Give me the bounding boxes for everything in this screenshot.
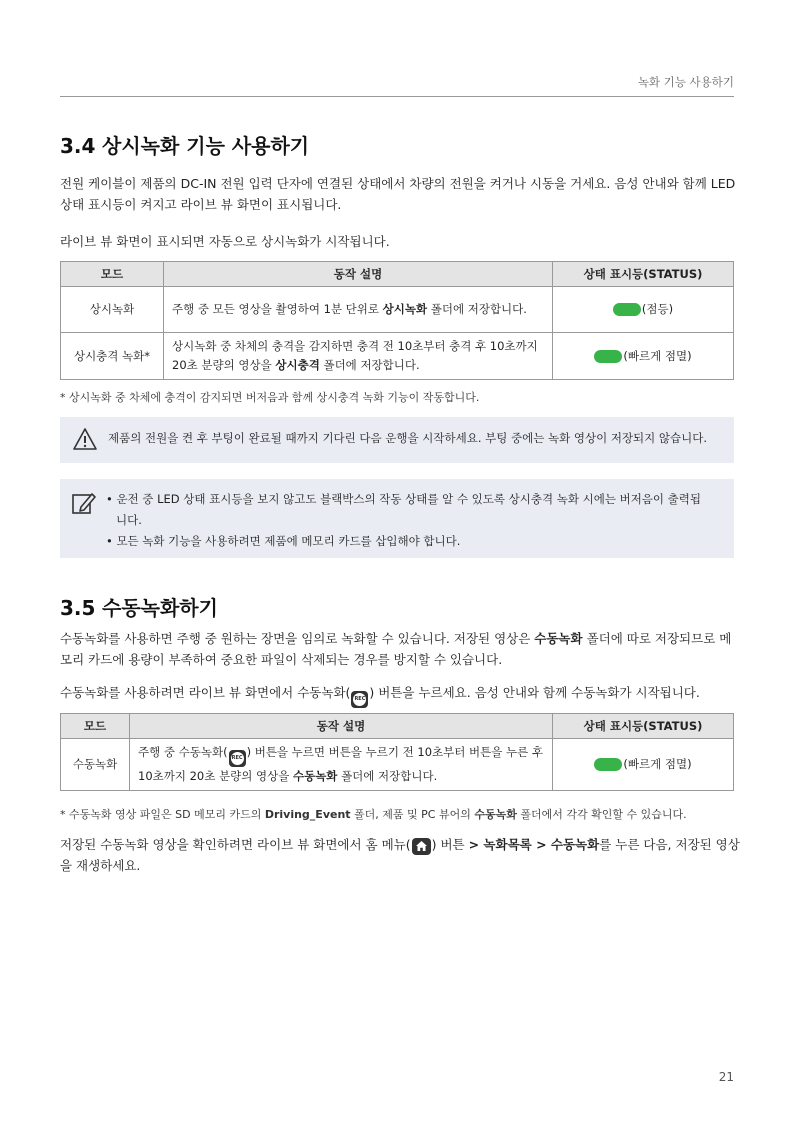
footnote: * 상시녹화 중 차체에 충격이 감지되면 버저음과 함께 상시충격 녹화 기능이 작동합니다. [60, 391, 480, 404]
paragraph [60, 682, 740, 708]
warning-text: 제품의 전원을 켠 후 부팅이 완료될 때까지 기다린 다음 운행을 시작하세요. 부팅 중에는 녹화 영상이 저장되지 않습니다. [108, 431, 708, 445]
paragraph [60, 834, 740, 876]
rec-button-icon [229, 750, 246, 767]
rec-label: REC [231, 752, 244, 765]
text: ) 버튼을 누르세요. 음성 안내와 함께 수동녹화가 시작됩니다. [369, 685, 700, 700]
description-cell [164, 333, 553, 380]
status-cell [553, 333, 734, 380]
folder-name: 수동녹화 [474, 808, 517, 821]
text: 저장된 수동녹화 영상을 확인하려면 라이브 뷰 화면에서 홈 메뉴( [60, 837, 411, 852]
manual-record-table [60, 713, 734, 791]
column-header: 동작 설명 [130, 714, 553, 739]
note-list [106, 489, 706, 552]
table-row [61, 739, 734, 791]
desc-text: 폴더에 저장합니다. [319, 358, 420, 372]
led-indicator-icon [594, 758, 622, 771]
section-title-text: 상시녹화 기능 사용하기 [102, 134, 310, 158]
status-cell [553, 287, 734, 333]
mode-cell: 상시충격 녹화* [61, 333, 164, 380]
paragraph [60, 628, 740, 670]
text: 수동녹화를 사용하려면 라이브 뷰 화면에서 수동녹화( [60, 685, 351, 700]
column-header: 모드 [61, 262, 164, 287]
folder-name: 상시충격 [275, 358, 320, 372]
status-text: (빠르게 점멸) [623, 348, 692, 363]
desc-text: ) 버튼을 누르면 버튼을 누르기 전 10초부터 버튼을 누른 후 10초까지 20초 분량의 영상을 [138, 745, 543, 783]
section-number: 3.4 [60, 134, 96, 158]
column-header: 상태 표시등(STATUS) [553, 262, 734, 287]
table-row [61, 333, 734, 380]
text: 를 누른 다음, 저장된 영상을 재생하세요. [60, 837, 740, 873]
folder-name: 상시녹화 [382, 302, 428, 316]
description-cell [164, 287, 553, 333]
text: ) 버튼 [431, 837, 469, 852]
note-box [60, 479, 734, 558]
menu-path: > 녹화목록 > 수동녹화 [468, 837, 600, 852]
desc-text: 폴더에 저장합니다. [427, 302, 527, 316]
rec-label: REC [353, 693, 366, 706]
memo-pencil-icon [70, 489, 98, 517]
column-header: 동작 설명 [164, 262, 553, 287]
home-icon [412, 838, 431, 855]
led-indicator-icon [594, 350, 622, 363]
section-3-4-title [60, 130, 309, 159]
status-text: (점등) [641, 302, 674, 316]
record-mode-table [60, 261, 734, 380]
status-text: (빠르게 점멸) [623, 757, 692, 771]
section-3-5-title [60, 592, 218, 621]
paragraph: 전원 케이블이 제품의 DC-IN 전원 입력 단자에 연결된 상태에서 차량의 전원을 켜거나 시동을 거세요. 음성 안내와 함께 LED 상태 표시등이 켜지고 라이브 뷰 화면이 표시됩니다. [60, 176, 736, 212]
folder-name: Driving_Event [264, 808, 351, 821]
column-header: 상태 표시등(STATUS) [553, 714, 734, 739]
text: * 수동녹화 영상 파일은 SD 메모리 카드의 [60, 808, 265, 821]
footnote [60, 806, 687, 822]
text: 폴더, 제품 및 PC 뷰어의 [350, 808, 475, 821]
warning-icon [72, 427, 98, 451]
text: 폴더에서 각각 확인할 수 있습니다. [516, 808, 687, 821]
desc-text: 폴더에 저장합니다. [337, 769, 438, 783]
column-header: 모드 [61, 714, 130, 739]
text: 폴더에 따로 저장되므로 메모리 카드에 용량이 부족하여 중요한 파일이 삭제되는 경우를 방지할 수 있습니다. [60, 631, 732, 667]
folder-name: 수동녹화 [292, 769, 338, 783]
rec-button-icon [351, 691, 368, 708]
mode-cell: 수동녹화 [61, 739, 130, 791]
desc-text: 주행 중 수동녹화( [138, 745, 228, 759]
running-header: 녹화 기능 사용하기 [60, 74, 734, 97]
text: 수동녹화를 사용하면 주행 중 원하는 장면을 임의로 녹화할 수 있습니다. 저장된 영상은 [60, 631, 535, 646]
folder-name: 수동녹화 [534, 631, 583, 646]
note-item: • 모든 녹화 기능을 사용하려면 제품에 메모리 카드를 삽입해야 합니다. [106, 534, 461, 548]
page-number: 21 [718, 1070, 734, 1084]
section-title-text: 수동녹화하기 [102, 596, 218, 620]
paragraph: 라이브 뷰 화면이 표시되면 자동으로 상시녹화가 시작됩니다. [60, 234, 390, 249]
table-header-row [61, 714, 734, 739]
table-row [61, 287, 734, 333]
description-cell [130, 739, 553, 791]
table-header-row [61, 262, 734, 287]
status-cell [553, 739, 734, 791]
desc-text: 주행 중 모든 영상을 촬영하여 1분 단위로 [172, 302, 383, 316]
desc-text: 상시녹화 중 차체의 충격을 감지하면 충격 전 10초부터 충격 후 10초까지 20초 분량의 영상을 [172, 339, 538, 372]
note-item: • 운전 중 LED 상태 표시등을 보지 않고도 블랙박스의 작동 상태를 알 수 있도록 상시충격 녹화 시에는 버저음이 출력됩니다. [106, 492, 702, 527]
mode-cell: 상시녹화 [61, 287, 164, 333]
section-number: 3.5 [60, 596, 96, 620]
led-indicator-icon [613, 303, 641, 316]
warning-box [60, 417, 734, 463]
